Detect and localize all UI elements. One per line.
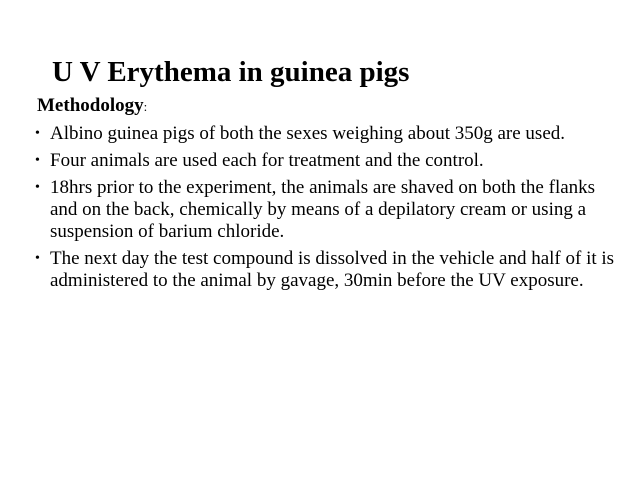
- methodology-colon: :: [143, 99, 148, 114]
- bullet-item-1: [35, 123, 615, 145]
- bullet-text-2: Four animals are used each for treatment and the control.: [50, 150, 484, 171]
- methodology-label: Methodology: [37, 95, 144, 116]
- bullet-text-4: The next day the test compound is dissolved in the vehicle and half of it is administered to the animal by gavage, 30min before the UV exposure.: [50, 248, 615, 291]
- bullet-text-3: 18hrs prior to the experiment, the animals are shaved on both the flanks and on the back, chemically by means of a depilatory cream or using a suspension of barium chloride.: [50, 177, 596, 242]
- bullet-item-2: [35, 150, 615, 172]
- bullet-icon: •: [35, 126, 40, 141]
- bullet-icon: •: [35, 251, 40, 266]
- methodology-heading: [37, 93, 147, 120]
- bullet-icon: •: [35, 180, 40, 195]
- slide-title: U V Erythema in guinea pigs: [52, 56, 410, 88]
- bullet-item-4: [35, 248, 615, 292]
- bullet-item-3: [35, 177, 615, 243]
- bullet-text-1: Albino guinea pigs of both the sexes weighing about 350g are used.: [50, 123, 566, 144]
- bullet-icon: •: [35, 153, 40, 168]
- methodology-bullet-list: [35, 123, 615, 297]
